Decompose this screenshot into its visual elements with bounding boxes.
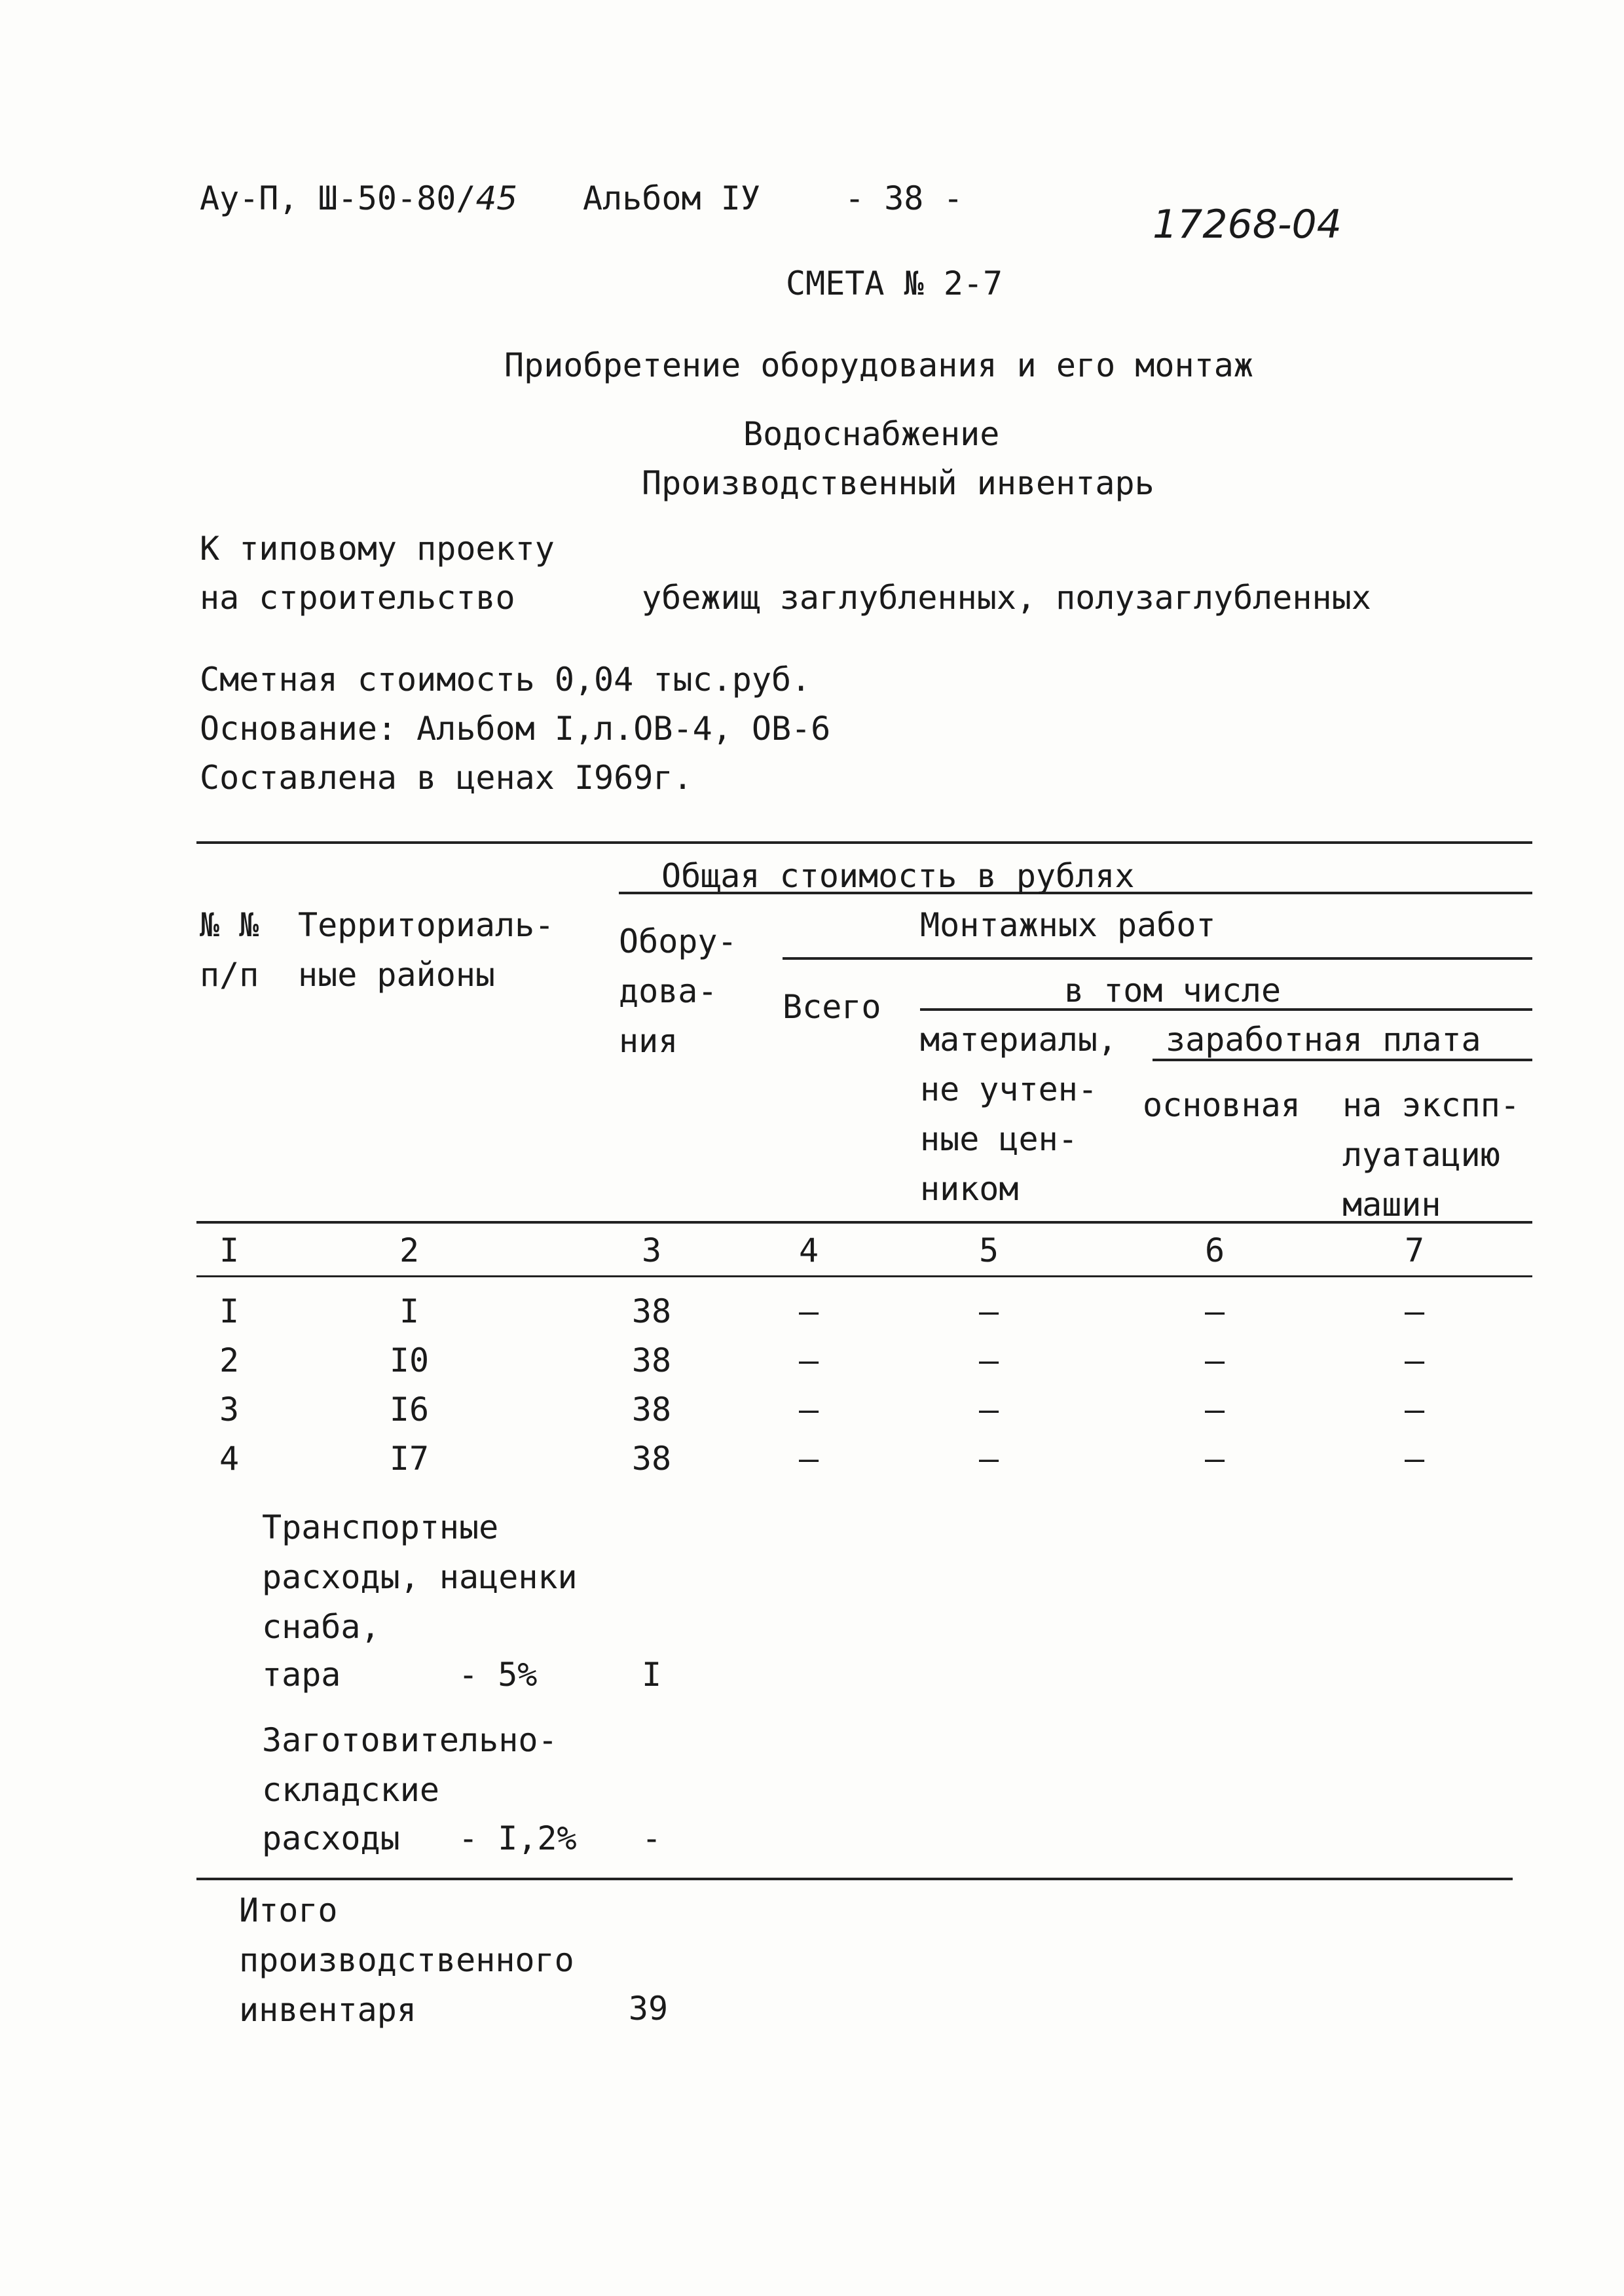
row-total: – — [798, 1440, 819, 1478]
storage-costs-label: Заготовительно- складские — [262, 1721, 558, 1809]
row-materials: – — [978, 1391, 999, 1429]
row-materials: – — [978, 1292, 999, 1330]
header-bottom-rule — [196, 1221, 1532, 1224]
column-number: 4 — [798, 1231, 819, 1269]
header-basic-salary: основная — [1143, 1086, 1301, 1124]
row-region: I6 — [389, 1391, 430, 1429]
header-including: в том числе — [1064, 972, 1282, 1010]
column-number: 3 — [641, 1231, 662, 1269]
row-total: – — [798, 1341, 819, 1379]
rule-under-install — [783, 957, 1532, 960]
project-label-1: К типовому проекту — [200, 530, 555, 568]
total-value: 39 — [628, 1990, 669, 2028]
row-basic-salary: – — [1204, 1391, 1225, 1429]
row-machines: – — [1404, 1391, 1425, 1429]
project-label-2: на строительство — [200, 579, 515, 617]
header-total-cost: Общая стоимость в рублях — [661, 857, 1135, 895]
column-numbers-rule — [196, 1275, 1532, 1277]
reference-handwritten: 45 — [475, 179, 518, 217]
basis: Основание: Альбом I,л.ОВ-4, ОВ-6 — [200, 710, 831, 748]
column-number: 2 — [399, 1231, 420, 1269]
table-top-rule — [196, 841, 1532, 844]
row-number: 3 — [219, 1391, 240, 1429]
column-number: I — [219, 1231, 240, 1269]
storage-costs-label-last: расходы — [262, 1819, 400, 1857]
row-total: – — [798, 1391, 819, 1429]
header-total: Всего — [783, 988, 881, 1026]
total-label: Итого производственного инвентаря — [239, 1891, 574, 2029]
album-label: Альбом IУ — [583, 179, 760, 217]
estimate-title: СМЕТА № 2-7 — [786, 264, 1003, 302]
price-level: Составлена в ценах I969г. — [200, 759, 693, 797]
row-region: I — [399, 1292, 420, 1330]
row-basic-salary: – — [1204, 1341, 1225, 1379]
table-bottom-rule — [196, 1878, 1513, 1880]
storage-costs-percent: - I,2% — [458, 1819, 577, 1857]
transport-costs-value: I — [641, 1656, 662, 1694]
header-machines: на экспп- луатацию машин — [1342, 1086, 1520, 1224]
row-materials: – — [978, 1341, 999, 1379]
header-materials: материалы, не учтен- ные цен- ником — [920, 1021, 1118, 1208]
storage-costs-value: - — [641, 1819, 662, 1857]
transport-costs-percent: - 5% — [458, 1656, 538, 1694]
transport-costs-label-last: тара — [262, 1656, 341, 1694]
header-installation: Монтажных работ — [920, 906, 1216, 944]
header-region: Территориаль- ные районы — [298, 906, 555, 994]
section-title: Водоснабжение — [743, 415, 1000, 453]
header-salary: заработная плата — [1166, 1021, 1481, 1059]
row-basic-salary: – — [1204, 1440, 1225, 1478]
row-equipment: 38 — [631, 1391, 672, 1429]
row-machines: – — [1404, 1292, 1425, 1330]
handwritten-stamp: 17268-04 — [1153, 202, 1342, 247]
project-object: убежищ заглубленных, полузаглубленных — [642, 579, 1371, 617]
row-number: 2 — [219, 1341, 240, 1379]
transport-costs-label: Транспортные расходы, наценки снаба, — [262, 1508, 578, 1646]
header-equipment: Обору- дова- ния — [619, 922, 737, 1060]
row-equipment: 38 — [631, 1292, 672, 1330]
row-materials: – — [978, 1440, 999, 1478]
row-region: I0 — [389, 1341, 430, 1379]
column-number: 7 — [1404, 1231, 1425, 1269]
page-number: - 38 - — [845, 179, 963, 217]
reference-code: Ау-П, Ш-50-80/ — [200, 179, 476, 217]
row-machines: – — [1404, 1440, 1425, 1478]
row-number: I — [219, 1292, 240, 1330]
column-number: 5 — [978, 1231, 999, 1269]
estimate-subject: Приобретение оборудования и его монтаж — [504, 346, 1253, 384]
row-equipment: 38 — [631, 1440, 672, 1478]
row-equipment: 38 — [631, 1341, 672, 1379]
row-machines: – — [1404, 1341, 1425, 1379]
estimated-cost: Сметная стоимость 0,04 тыс.руб. — [200, 661, 811, 699]
row-region: I7 — [389, 1440, 430, 1478]
header-number: № № п/п — [200, 906, 259, 994]
column-number: 6 — [1204, 1231, 1225, 1269]
subsection-title: Производственный инвентарь — [642, 464, 1154, 502]
row-total: – — [798, 1292, 819, 1330]
row-basic-salary: – — [1204, 1292, 1225, 1330]
row-number: 4 — [219, 1440, 240, 1478]
document-reference — [200, 173, 517, 223]
